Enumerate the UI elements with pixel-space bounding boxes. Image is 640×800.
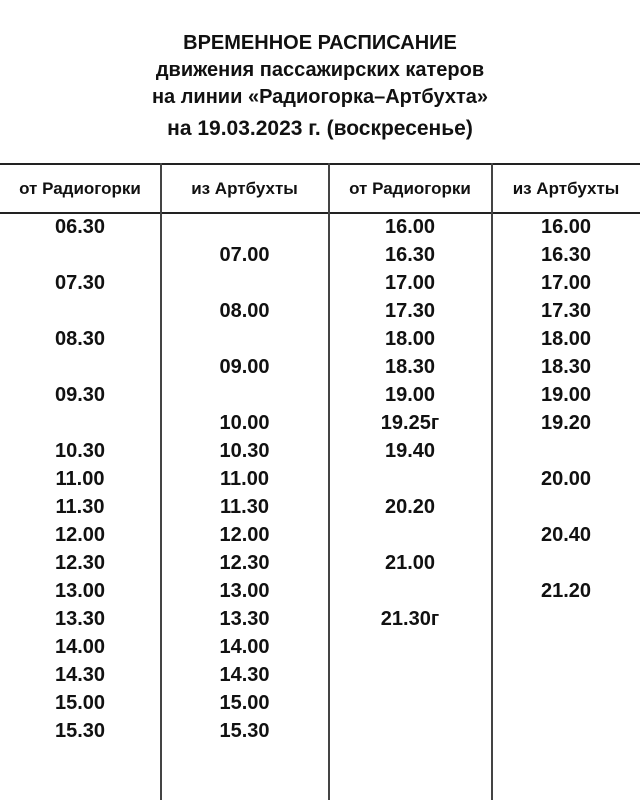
departure-time-cell — [329, 717, 491, 745]
departure-time-cell: 06.30 — [54, 216, 106, 238]
column-header-from-radiogorka: от Радиогорки — [349, 179, 471, 198]
departure-time-cell: 18.00 — [384, 328, 436, 350]
departure-time-cell: 21.00 — [384, 552, 436, 574]
departure-time-cell — [329, 661, 491, 689]
departures-from-radiogorka-column — [0, 213, 160, 745]
column-header-from-artbukhta: из Артбухты — [191, 179, 298, 198]
departure-time-cell: 14.00 — [219, 636, 270, 658]
departure-time-cell — [329, 521, 491, 549]
departure-time-cell: 17.00 — [540, 272, 592, 294]
departure-time-cell — [492, 605, 640, 633]
departure-time-cell: 20.00 — [540, 468, 592, 490]
departure-time-cell — [329, 689, 491, 717]
departures-from-radiogorka-column — [329, 213, 491, 745]
departure-time-cell: 21.30г — [380, 608, 440, 630]
departure-time-cell: 08.30 — [54, 328, 106, 350]
departure-time-cell — [492, 633, 640, 661]
departure-time-cell: 12.00 — [54, 524, 106, 546]
departure-time-cell: 10.30 — [219, 440, 270, 462]
departure-time-cell: 16.00 — [384, 216, 436, 238]
departure-time-cell — [492, 717, 640, 745]
departure-time-cell: 12.30 — [219, 552, 270, 574]
departure-time-cell: 15.00 — [219, 692, 270, 714]
schedule-table — [0, 163, 640, 800]
departure-time-cell — [329, 465, 491, 493]
departure-time-cell: 14.00 — [54, 636, 106, 658]
departure-time-cell — [161, 269, 328, 297]
schedule-subtitle: движения пассажирских катеров — [155, 59, 485, 81]
departure-time-cell: 19.00 — [384, 384, 436, 406]
departure-time-cell — [492, 689, 640, 717]
departure-time-cell: 19.25г — [380, 412, 440, 434]
departure-time-cell: 09.00 — [219, 356, 270, 378]
departure-time-cell: 19.20 — [540, 412, 592, 434]
departure-time-cell: 10.30 — [54, 440, 106, 462]
departure-time-cell: 08.00 — [219, 300, 270, 322]
departure-time-cell — [492, 549, 640, 577]
departure-time-cell: 12.30 — [54, 552, 106, 574]
departure-time-cell: 20.20 — [384, 496, 436, 518]
departure-time-cell — [161, 381, 328, 409]
departure-time-cell: 13.30 — [54, 608, 106, 630]
departure-time-cell — [0, 297, 160, 325]
departure-time-cell: 12.00 — [219, 524, 270, 546]
departure-time-cell — [492, 437, 640, 465]
departure-time-cell: 15.00 — [54, 692, 106, 714]
schedule-header — [0, 30, 640, 142]
departure-time-cell: 13.00 — [54, 580, 106, 602]
departure-time-cell: 18.00 — [540, 328, 592, 350]
schedule-title: ВРЕМЕННОЕ РАСПИСАНИЕ — [183, 32, 457, 54]
departure-time-cell: 16.30 — [384, 244, 436, 266]
departure-time-cell: 16.00 — [540, 216, 592, 238]
departure-time-cell: 09.30 — [54, 384, 106, 406]
departure-time-cell: 21.20 — [540, 580, 592, 602]
departure-time-cell: 18.30 — [384, 356, 436, 378]
departure-time-cell: 07.30 — [54, 272, 106, 294]
schedule-date: на 19.03.2023 г. (воскресенье) — [167, 117, 473, 140]
departures-from-artbukhta-column — [492, 213, 640, 745]
departure-time-cell: 07.00 — [219, 244, 270, 266]
departure-time-cell — [0, 409, 160, 437]
column-header-from-artbukhta: из Артбухты — [512, 179, 620, 198]
departure-time-cell: 19.00 — [540, 384, 592, 406]
departure-time-cell: 17.30 — [384, 300, 436, 322]
departure-time-cell: 15.30 — [54, 720, 106, 742]
departure-time-cell: 20.40 — [540, 524, 592, 546]
departures-from-artbukhta-column — [161, 213, 328, 745]
departure-time-cell: 11.30 — [220, 496, 269, 518]
column-header-from-radiogorka: от Радиогорки — [19, 179, 141, 198]
departure-time-cell: 14.30 — [219, 664, 270, 686]
departure-time-cell — [492, 661, 640, 689]
departure-time-cell: 11.00 — [55, 468, 105, 490]
departure-time-cell: 15.30 — [219, 720, 270, 742]
departure-time-cell: 18.30 — [540, 356, 592, 378]
departure-time-cell: 10.00 — [219, 412, 270, 434]
departure-time-cell: 19.40 — [384, 440, 436, 462]
departure-time-cell — [492, 493, 640, 521]
departure-time-cell: 14.30 — [54, 664, 106, 686]
departure-time-cell — [329, 633, 491, 661]
departure-time-cell: 13.30 — [219, 608, 270, 630]
departure-time-cell: 11.30 — [55, 496, 105, 518]
departure-time-cell — [0, 353, 160, 381]
departure-time-cell: 13.00 — [219, 580, 270, 602]
departure-time-cell: 17.00 — [384, 272, 436, 294]
route-line: на линии «Радиогорка–Артбухта» — [151, 86, 489, 108]
departure-time-cell: 17.30 — [540, 300, 592, 322]
departure-time-cell — [0, 241, 160, 269]
departure-time-cell: 16.30 — [540, 244, 592, 266]
departure-time-cell — [161, 325, 328, 353]
departure-time-cell — [161, 213, 328, 241]
departure-time-cell: 11.00 — [220, 468, 269, 490]
departure-time-cell — [329, 577, 491, 605]
